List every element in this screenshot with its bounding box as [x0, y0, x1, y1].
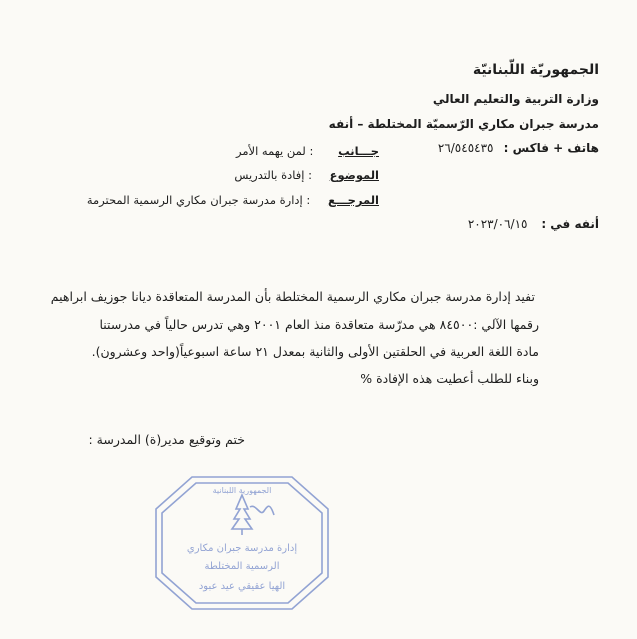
- body-line-1: تفيد إدارة مدرسة جبران مكاري الرسمية المختلطة بأن المدرسة المتعاقدة ديانا جوزيف ابراهيم: [50, 289, 535, 304]
- subject-row: [234, 168, 379, 182]
- phone-fax-value: ٢٦/٥٤٥٤٣٥: [437, 141, 494, 155]
- body-line-3: مادة اللغة العربية في الحلقتين الأولى والثانية بمعدل ٢١ ساعة اسبوعياً(واحد وعشرون).: [91, 344, 539, 359]
- stamp-cedar-icon: [232, 495, 252, 535]
- stamp-line-2: الرسمية المختلطة: [204, 561, 280, 572]
- stamp-top-text: الجمهورية اللبنانية: [212, 486, 272, 495]
- signature-label: ختم وتوقيع مدير(ة) المدرسة :: [88, 432, 245, 447]
- republic-title: الجمهوريّة اللّبنانيّة: [472, 62, 599, 78]
- date-label: أنفه في :: [541, 217, 599, 231]
- recipient-label: جـــانب: [338, 144, 379, 158]
- stamp-line-1: إدارة مدرسة جبران مكاري: [186, 543, 298, 554]
- school-name: مدرسة جبران مكاري الرّسميّة المختلطة – أنفه: [328, 117, 599, 131]
- date-value: ٢٠٢٣/٠٦/١٥: [467, 217, 528, 231]
- reference-row: [87, 193, 379, 207]
- school-stamp-seal: [152, 473, 332, 613]
- subject-value: : إفادة بالتدريس: [234, 168, 312, 182]
- reference-value: : إدارة مدرسة جبران مكاري الرسمية المحترمة: [86, 193, 311, 207]
- date-line: [468, 217, 599, 231]
- ministry-name: وزارة التربية والتعليم العالي: [432, 92, 599, 106]
- body-line-2: رقمها الآلي :٨٤٥٠٠ هي مدرّسة متعاقدة منذ العام ٢٠٠١ وهي تدرس حالياً في مدرستنا: [99, 317, 539, 332]
- stamp-signature-scribble: [250, 506, 274, 515]
- body-line-4: وبناء للطلب أعطيت هذه الإفادة %: [360, 371, 539, 386]
- recipient-value: : لمن يهمه الأمر: [236, 144, 314, 158]
- recipient-row: [236, 144, 379, 158]
- stamp-line-3: الهيا عقيقي عيد عبود: [198, 581, 286, 592]
- phone-fax: [438, 141, 599, 155]
- reference-label: المرجـــع: [327, 193, 379, 207]
- subject-label: الموضوع: [329, 168, 379, 182]
- phone-fax-label: هاتف + فاكس :: [503, 141, 599, 155]
